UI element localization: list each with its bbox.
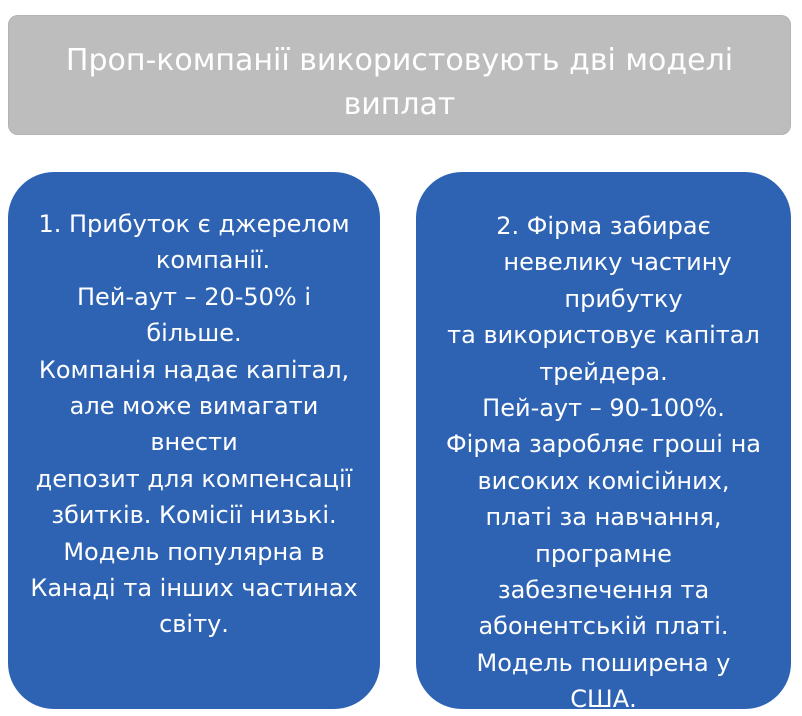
card-2-line: невелику частину [503,248,732,277]
payout-model-card-2 [416,172,791,714]
card-2-line: та використовує капітал [447,321,760,350]
card-2-line: високих комісійних, [477,466,730,495]
title-line: виплат [343,87,456,122]
card-2-line: програмне [535,539,672,568]
card-2-line: забезпечення та [497,576,710,605]
card-1-line: компанії. [155,246,271,275]
card-2-line: трейдера. [539,357,668,386]
card-1-line: Канаді та інших частинах [30,574,358,603]
card-1-line: внести [150,428,238,457]
card-1-line: більше. [146,319,242,348]
card-2-line: Модель поширена у [476,648,731,677]
card-2-line: абонентській платі. [478,612,729,641]
card-1-line: Пей-аут – 20-50% і [76,282,312,311]
card-1-line: Компанія надає капітал, [38,355,350,384]
card-2-line: США. [570,685,637,714]
card-2-line: Фірма заробляє гроші на [446,430,761,459]
title-banner [8,15,791,135]
card-1-line: але може вимагати [69,392,319,421]
card-1-line: 1. Прибуток є джерелом [38,210,350,238]
card-2-line: 2. Фірма забирає [496,212,711,240]
card-1-line: Модель популярна в [63,537,325,566]
card-2-line: Пей-аут – 90-100%. [482,394,725,423]
payout-model-card-1 [8,172,380,709]
card-2-line: платі за навчання, [485,503,722,532]
card-1-line: збитків. Комісії низькі. [51,501,337,530]
title-line: Проп-компанії використовують дві моделі [65,43,734,78]
card-1-line: депозит для компенсації [35,464,353,493]
card-2-line: прибутку [564,284,683,313]
card-1-line: світу. [159,610,229,639]
